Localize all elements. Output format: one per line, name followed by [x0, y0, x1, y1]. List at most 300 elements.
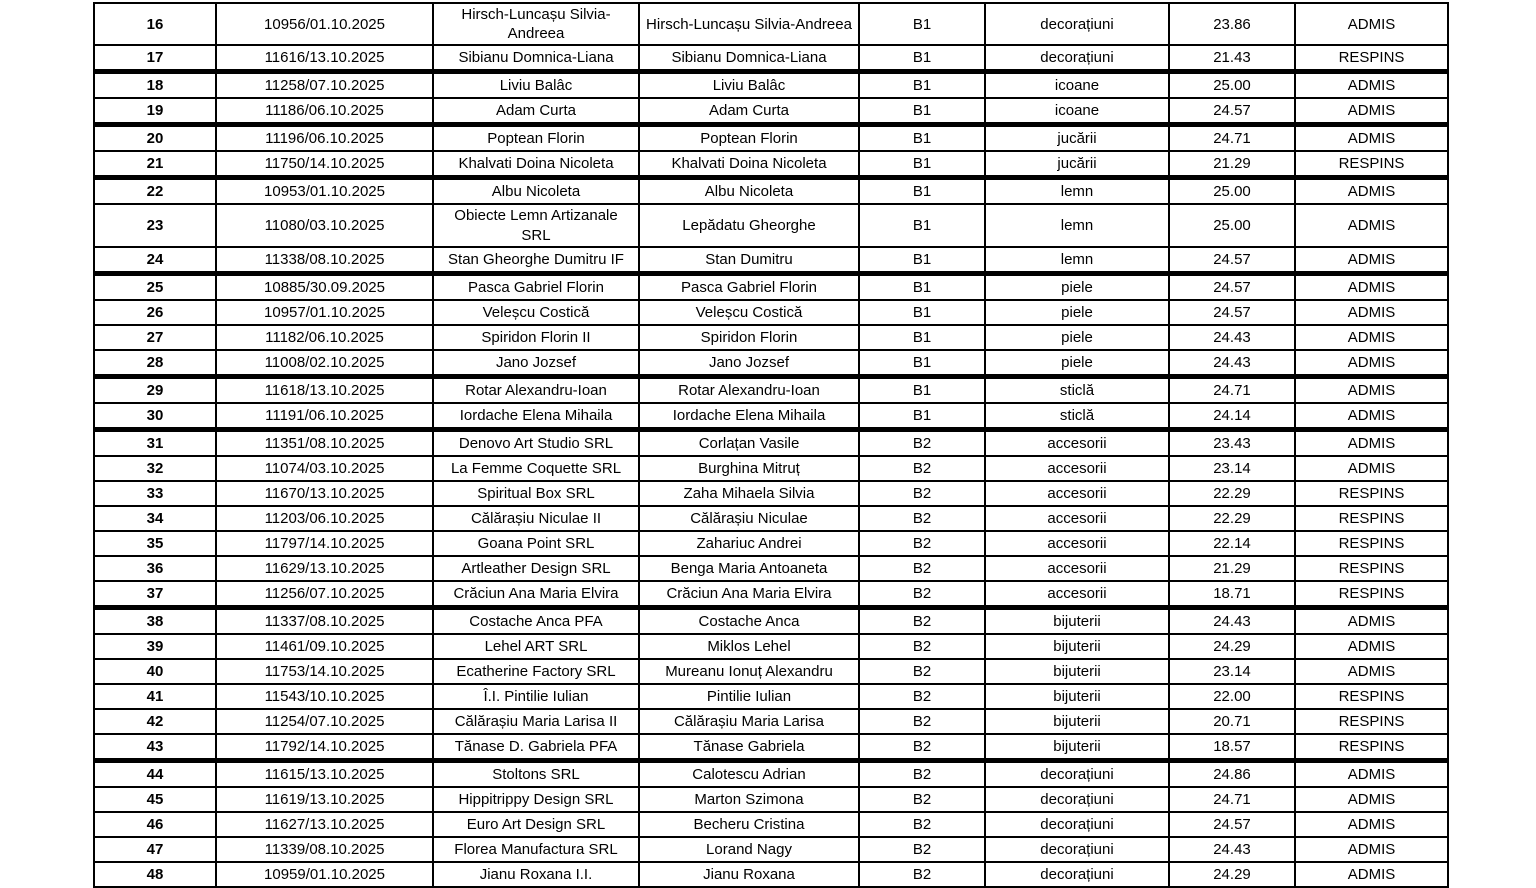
table-row — [94, 98, 1448, 125]
cell-representative-name: Zahariuc Andrei — [639, 531, 859, 556]
cell-row-number: 16 — [94, 3, 216, 45]
cell-score: 21.29 — [1169, 151, 1295, 178]
cell-representative-name: Albu Nicoleta — [639, 178, 859, 205]
cell-registration-number: 10959/01.10.2025 — [216, 862, 433, 887]
cell-result: ADMIS — [1295, 72, 1448, 99]
cell-representative-name: Hirsch-Luncașu Silvia-Andreea — [639, 3, 859, 45]
cell-registration-number: 11337/08.10.2025 — [216, 607, 433, 634]
cell-result: RESPINS — [1295, 531, 1448, 556]
table-row — [94, 734, 1448, 761]
table-row — [94, 45, 1448, 72]
cell-registration-number: 11351/08.10.2025 — [216, 429, 433, 456]
cell-score: 24.71 — [1169, 125, 1295, 152]
cell-category: decorațiuni — [985, 3, 1169, 45]
cell-representative-name: Veleșcu Costică — [639, 300, 859, 325]
cell-category: bijuterii — [985, 634, 1169, 659]
cell-registration-number: 11008/02.10.2025 — [216, 350, 433, 377]
table-row — [94, 709, 1448, 734]
cell-registration-number: 11619/13.10.2025 — [216, 787, 433, 812]
cell-result: RESPINS — [1295, 481, 1448, 506]
cell-representative-name: Mureanu Ionuț Alexandru — [639, 659, 859, 684]
cell-representative-name: Tănase Gabriela — [639, 734, 859, 761]
cell-row-number: 29 — [94, 376, 216, 403]
cell-representative-name: Rotar Alexandru-Ioan — [639, 376, 859, 403]
cell-score: 24.71 — [1169, 376, 1295, 403]
cell-representative-name: Iordache Elena Mihaila — [639, 403, 859, 430]
cell-registration-number: 11753/14.10.2025 — [216, 659, 433, 684]
table-row — [94, 659, 1448, 684]
cell-category: jucării — [985, 151, 1169, 178]
cell-result: ADMIS — [1295, 456, 1448, 481]
cell-registration-number: 11256/07.10.2025 — [216, 581, 433, 608]
cell-section: B2 — [859, 734, 985, 761]
cell-applicant-name: Sibianu Domnica-Liana — [433, 45, 639, 72]
table-row — [94, 125, 1448, 152]
cell-registration-number: 11196/06.10.2025 — [216, 125, 433, 152]
cell-section: B2 — [859, 862, 985, 887]
cell-category: piele — [985, 273, 1169, 300]
cell-result: ADMIS — [1295, 429, 1448, 456]
cell-score: 24.29 — [1169, 634, 1295, 659]
cell-row-number: 41 — [94, 684, 216, 709]
cell-applicant-name: Denovo Art Studio SRL — [433, 429, 639, 456]
cell-category: accesorii — [985, 456, 1169, 481]
cell-registration-number: 10956/01.10.2025 — [216, 3, 433, 45]
cell-category: lemn — [985, 247, 1169, 274]
cell-score: 24.57 — [1169, 812, 1295, 837]
cell-score: 24.57 — [1169, 273, 1295, 300]
cell-applicant-name: Călărașiu Maria Larisa II — [433, 709, 639, 734]
cell-score: 23.14 — [1169, 456, 1295, 481]
cell-applicant-name: Iordache Elena Mihaila — [433, 403, 639, 430]
cell-section: B1 — [859, 178, 985, 205]
cell-result: ADMIS — [1295, 98, 1448, 125]
table-row — [94, 581, 1448, 608]
cell-row-number: 38 — [94, 607, 216, 634]
table-row — [94, 862, 1448, 887]
cell-score: 21.29 — [1169, 556, 1295, 581]
cell-category: lemn — [985, 178, 1169, 205]
cell-row-number: 25 — [94, 273, 216, 300]
cell-applicant-name: Jano Jozsef — [433, 350, 639, 377]
table-row — [94, 684, 1448, 709]
cell-row-number: 20 — [94, 125, 216, 152]
cell-applicant-name: La Femme Coquette SRL — [433, 456, 639, 481]
cell-result: ADMIS — [1295, 607, 1448, 634]
cell-representative-name: Marton Szimona — [639, 787, 859, 812]
cell-score: 22.00 — [1169, 684, 1295, 709]
cell-category: bijuterii — [985, 659, 1169, 684]
cell-score: 24.57 — [1169, 247, 1295, 274]
cell-registration-number: 11191/06.10.2025 — [216, 403, 433, 430]
cell-score: 24.57 — [1169, 98, 1295, 125]
cell-row-number: 21 — [94, 151, 216, 178]
cell-representative-name: Corlațan Vasile — [639, 429, 859, 456]
cell-category: bijuterii — [985, 684, 1169, 709]
cell-score: 25.00 — [1169, 204, 1295, 246]
cell-result: ADMIS — [1295, 247, 1448, 274]
cell-score: 24.29 — [1169, 862, 1295, 887]
table-row — [94, 812, 1448, 837]
table-row — [94, 300, 1448, 325]
cell-registration-number: 11750/14.10.2025 — [216, 151, 433, 178]
cell-score: 24.43 — [1169, 350, 1295, 377]
cell-registration-number: 11258/07.10.2025 — [216, 72, 433, 99]
cell-score: 24.43 — [1169, 607, 1295, 634]
table-row — [94, 403, 1448, 430]
cell-section: B1 — [859, 376, 985, 403]
table-row — [94, 204, 1448, 246]
cell-category: accesorii — [985, 581, 1169, 608]
cell-registration-number: 11616/13.10.2025 — [216, 45, 433, 72]
table-row — [94, 760, 1448, 787]
cell-representative-name: Zaha Mihaela Silvia — [639, 481, 859, 506]
cell-category: decorațiuni — [985, 787, 1169, 812]
cell-row-number: 43 — [94, 734, 216, 761]
results-table-body — [94, 3, 1448, 887]
cell-category: piele — [985, 325, 1169, 350]
cell-result: RESPINS — [1295, 506, 1448, 531]
cell-applicant-name: Euro Art Design SRL — [433, 812, 639, 837]
cell-row-number: 35 — [94, 531, 216, 556]
cell-score: 18.71 — [1169, 581, 1295, 608]
table-row — [94, 556, 1448, 581]
cell-result: ADMIS — [1295, 376, 1448, 403]
cell-registration-number: 11461/09.10.2025 — [216, 634, 433, 659]
table-row — [94, 634, 1448, 659]
cell-score: 24.14 — [1169, 403, 1295, 430]
cell-registration-number: 11186/06.10.2025 — [216, 98, 433, 125]
cell-result: ADMIS — [1295, 659, 1448, 684]
table-row — [94, 3, 1448, 45]
cell-score: 18.57 — [1169, 734, 1295, 761]
cell-applicant-name: Spiridon Florin II — [433, 325, 639, 350]
table-row — [94, 607, 1448, 634]
cell-score: 21.43 — [1169, 45, 1295, 72]
cell-row-number: 45 — [94, 787, 216, 812]
cell-section: B2 — [859, 607, 985, 634]
cell-category: sticlă — [985, 376, 1169, 403]
cell-result: RESPINS — [1295, 581, 1448, 608]
cell-applicant-name: Costache Anca PFA — [433, 607, 639, 634]
cell-category: decorațiuni — [985, 812, 1169, 837]
cell-representative-name: Călărașiu Maria Larisa — [639, 709, 859, 734]
cell-representative-name: Calotescu Adrian — [639, 760, 859, 787]
cell-applicant-name: Veleșcu Costică — [433, 300, 639, 325]
cell-category: piele — [985, 300, 1169, 325]
cell-representative-name: Sibianu Domnica-Liana — [639, 45, 859, 72]
cell-row-number: 27 — [94, 325, 216, 350]
cell-row-number: 19 — [94, 98, 216, 125]
cell-category: lemn — [985, 204, 1169, 246]
cell-category: accesorii — [985, 506, 1169, 531]
cell-applicant-name: Ecatherine Factory SRL — [433, 659, 639, 684]
cell-registration-number: 11182/06.10.2025 — [216, 325, 433, 350]
cell-applicant-name: Jianu Roxana I.I. — [433, 862, 639, 887]
cell-section: B1 — [859, 45, 985, 72]
table-row — [94, 247, 1448, 274]
cell-section: B2 — [859, 634, 985, 659]
cell-row-number: 17 — [94, 45, 216, 72]
cell-result: ADMIS — [1295, 350, 1448, 377]
cell-category: jucării — [985, 125, 1169, 152]
cell-category: bijuterii — [985, 734, 1169, 761]
table-row — [94, 178, 1448, 205]
cell-row-number: 48 — [94, 862, 216, 887]
cell-result: RESPINS — [1295, 45, 1448, 72]
cell-section: B1 — [859, 98, 985, 125]
cell-registration-number: 11615/13.10.2025 — [216, 760, 433, 787]
cell-registration-number: 11627/13.10.2025 — [216, 812, 433, 837]
cell-registration-number: 11792/14.10.2025 — [216, 734, 433, 761]
cell-score: 20.71 — [1169, 709, 1295, 734]
cell-registration-number: 11629/13.10.2025 — [216, 556, 433, 581]
cell-section: B1 — [859, 72, 985, 99]
cell-category: decorațiuni — [985, 862, 1169, 887]
cell-result: ADMIS — [1295, 812, 1448, 837]
cell-representative-name: Benga Maria Antoaneta — [639, 556, 859, 581]
cell-representative-name: Crăciun Ana Maria Elvira — [639, 581, 859, 608]
cell-result: RESPINS — [1295, 151, 1448, 178]
cell-category: accesorii — [985, 429, 1169, 456]
cell-registration-number: 10953/01.10.2025 — [216, 178, 433, 205]
table-row — [94, 481, 1448, 506]
cell-representative-name: Călărașiu Niculae — [639, 506, 859, 531]
cell-applicant-name: Stan Gheorghe Dumitru IF — [433, 247, 639, 274]
cell-row-number: 47 — [94, 837, 216, 862]
cell-section: B1 — [859, 325, 985, 350]
cell-result: ADMIS — [1295, 787, 1448, 812]
cell-result: RESPINS — [1295, 556, 1448, 581]
table-row — [94, 429, 1448, 456]
cell-section: B1 — [859, 350, 985, 377]
cell-applicant-name: Adam Curta — [433, 98, 639, 125]
cell-applicant-name: Liviu Balâc — [433, 72, 639, 99]
cell-row-number: 34 — [94, 506, 216, 531]
cell-applicant-name: Tănase D. Gabriela PFA — [433, 734, 639, 761]
table-row — [94, 273, 1448, 300]
cell-applicant-name: Goana Point SRL — [433, 531, 639, 556]
cell-representative-name: Becheru Cristina — [639, 812, 859, 837]
cell-registration-number: 11339/08.10.2025 — [216, 837, 433, 862]
cell-result: ADMIS — [1295, 760, 1448, 787]
cell-score: 22.29 — [1169, 481, 1295, 506]
cell-section: B2 — [859, 684, 985, 709]
cell-registration-number: 11203/06.10.2025 — [216, 506, 433, 531]
table-row — [94, 325, 1448, 350]
cell-category: bijuterii — [985, 709, 1169, 734]
cell-section: B1 — [859, 151, 985, 178]
cell-category: decorațiuni — [985, 45, 1169, 72]
cell-section: B2 — [859, 481, 985, 506]
cell-representative-name: Burghina Mitruț — [639, 456, 859, 481]
cell-category: accesorii — [985, 531, 1169, 556]
cell-representative-name: Khalvati Doina Nicoleta — [639, 151, 859, 178]
cell-row-number: 37 — [94, 581, 216, 608]
cell-section: B2 — [859, 787, 985, 812]
cell-representative-name: Adam Curta — [639, 98, 859, 125]
cell-score: 24.86 — [1169, 760, 1295, 787]
cell-category: sticlă — [985, 403, 1169, 430]
cell-score: 23.43 — [1169, 429, 1295, 456]
cell-row-number: 32 — [94, 456, 216, 481]
cell-applicant-name: Lehel ART SRL — [433, 634, 639, 659]
results-table-container — [93, 2, 1447, 888]
cell-row-number: 33 — [94, 481, 216, 506]
cell-score: 24.57 — [1169, 300, 1295, 325]
results-table — [93, 2, 1449, 888]
cell-result: RESPINS — [1295, 684, 1448, 709]
cell-row-number: 39 — [94, 634, 216, 659]
cell-section: B2 — [859, 456, 985, 481]
cell-score: 25.00 — [1169, 72, 1295, 99]
cell-applicant-name: Florea Manufactura SRL — [433, 837, 639, 862]
cell-applicant-name: Artleather Design SRL — [433, 556, 639, 581]
cell-representative-name: Pintilie Iulian — [639, 684, 859, 709]
cell-applicant-name: Hippitrippy Design SRL — [433, 787, 639, 812]
cell-result: ADMIS — [1295, 300, 1448, 325]
cell-applicant-name: Albu Nicoleta — [433, 178, 639, 205]
cell-result: RESPINS — [1295, 709, 1448, 734]
cell-representative-name: Lorand Nagy — [639, 837, 859, 862]
cell-row-number: 22 — [94, 178, 216, 205]
cell-row-number: 18 — [94, 72, 216, 99]
cell-score: 25.00 — [1169, 178, 1295, 205]
cell-representative-name: Pasca Gabriel Florin — [639, 273, 859, 300]
table-row — [94, 837, 1448, 862]
cell-registration-number: 10885/30.09.2025 — [216, 273, 433, 300]
cell-applicant-name: Obiecte Lemn Artizanale SRL — [433, 204, 639, 246]
cell-registration-number: 11543/10.10.2025 — [216, 684, 433, 709]
cell-registration-number: 11338/08.10.2025 — [216, 247, 433, 274]
cell-result: ADMIS — [1295, 403, 1448, 430]
cell-result: ADMIS — [1295, 125, 1448, 152]
cell-applicant-name: Rotar Alexandru-Ioan — [433, 376, 639, 403]
cell-row-number: 24 — [94, 247, 216, 274]
cell-category: icoane — [985, 98, 1169, 125]
cell-registration-number: 11670/13.10.2025 — [216, 481, 433, 506]
cell-applicant-name: Spiritual Box SRL — [433, 481, 639, 506]
cell-category: decorațiuni — [985, 837, 1169, 862]
cell-score: 22.29 — [1169, 506, 1295, 531]
cell-registration-number: 11254/07.10.2025 — [216, 709, 433, 734]
cell-applicant-name: Poptean Florin — [433, 125, 639, 152]
table-row — [94, 151, 1448, 178]
cell-section: B2 — [859, 581, 985, 608]
cell-category: piele — [985, 350, 1169, 377]
cell-applicant-name: Crăciun Ana Maria Elvira — [433, 581, 639, 608]
cell-row-number: 46 — [94, 812, 216, 837]
cell-section: B2 — [859, 556, 985, 581]
cell-representative-name: Liviu Balâc — [639, 72, 859, 99]
cell-score: 22.14 — [1169, 531, 1295, 556]
cell-section: B2 — [859, 659, 985, 684]
cell-section: B2 — [859, 837, 985, 862]
cell-result: ADMIS — [1295, 178, 1448, 205]
cell-applicant-name: Hirsch-Luncașu Silvia-Andreea — [433, 3, 639, 45]
cell-score: 24.43 — [1169, 325, 1295, 350]
cell-row-number: 40 — [94, 659, 216, 684]
cell-representative-name: Lepădatu Gheorghe — [639, 204, 859, 246]
cell-section: B1 — [859, 125, 985, 152]
table-row — [94, 456, 1448, 481]
cell-row-number: 31 — [94, 429, 216, 456]
cell-applicant-name: Î.I. Pintilie Iulian — [433, 684, 639, 709]
cell-registration-number: 11618/13.10.2025 — [216, 376, 433, 403]
cell-representative-name: Poptean Florin — [639, 125, 859, 152]
cell-representative-name: Jianu Roxana — [639, 862, 859, 887]
cell-category: decorațiuni — [985, 760, 1169, 787]
cell-category: accesorii — [985, 556, 1169, 581]
cell-registration-number: 11797/14.10.2025 — [216, 531, 433, 556]
cell-applicant-name: Stoltons SRL — [433, 760, 639, 787]
cell-row-number: 30 — [94, 403, 216, 430]
cell-section: B2 — [859, 760, 985, 787]
cell-section: B1 — [859, 403, 985, 430]
cell-score: 24.43 — [1169, 837, 1295, 862]
cell-category: icoane — [985, 72, 1169, 99]
cell-score: 23.86 — [1169, 3, 1295, 45]
cell-section: B2 — [859, 429, 985, 456]
cell-category: accesorii — [985, 481, 1169, 506]
cell-registration-number: 10957/01.10.2025 — [216, 300, 433, 325]
cell-section: B2 — [859, 531, 985, 556]
cell-representative-name: Stan Dumitru — [639, 247, 859, 274]
cell-result: ADMIS — [1295, 862, 1448, 887]
table-row — [94, 72, 1448, 99]
cell-section: B2 — [859, 506, 985, 531]
cell-applicant-name: Khalvati Doina Nicoleta — [433, 151, 639, 178]
cell-section: B1 — [859, 247, 985, 274]
cell-category: bijuterii — [985, 607, 1169, 634]
cell-registration-number: 11080/03.10.2025 — [216, 204, 433, 246]
cell-representative-name: Miklos Lehel — [639, 634, 859, 659]
cell-score: 23.14 — [1169, 659, 1295, 684]
table-row — [94, 787, 1448, 812]
cell-section: B1 — [859, 273, 985, 300]
cell-score: 24.71 — [1169, 787, 1295, 812]
table-row — [94, 350, 1448, 377]
cell-row-number: 36 — [94, 556, 216, 581]
cell-row-number: 44 — [94, 760, 216, 787]
cell-applicant-name: Călărașiu Niculae II — [433, 506, 639, 531]
cell-row-number: 42 — [94, 709, 216, 734]
cell-section: B1 — [859, 3, 985, 45]
cell-row-number: 23 — [94, 204, 216, 246]
table-row — [94, 506, 1448, 531]
cell-registration-number: 11074/03.10.2025 — [216, 456, 433, 481]
cell-representative-name: Spiridon Florin — [639, 325, 859, 350]
cell-result: ADMIS — [1295, 634, 1448, 659]
table-row — [94, 531, 1448, 556]
cell-row-number: 28 — [94, 350, 216, 377]
cell-section: B1 — [859, 204, 985, 246]
cell-section: B2 — [859, 709, 985, 734]
cell-result: ADMIS — [1295, 325, 1448, 350]
table-row — [94, 376, 1448, 403]
cell-row-number: 26 — [94, 300, 216, 325]
cell-result: ADMIS — [1295, 3, 1448, 45]
cell-applicant-name: Pasca Gabriel Florin — [433, 273, 639, 300]
cell-result: ADMIS — [1295, 273, 1448, 300]
cell-representative-name: Costache Anca — [639, 607, 859, 634]
cell-representative-name: Jano Jozsef — [639, 350, 859, 377]
cell-section: B1 — [859, 300, 985, 325]
cell-section: B2 — [859, 812, 985, 837]
cell-result: ADMIS — [1295, 837, 1448, 862]
cell-result: RESPINS — [1295, 734, 1448, 761]
cell-result: ADMIS — [1295, 204, 1448, 246]
